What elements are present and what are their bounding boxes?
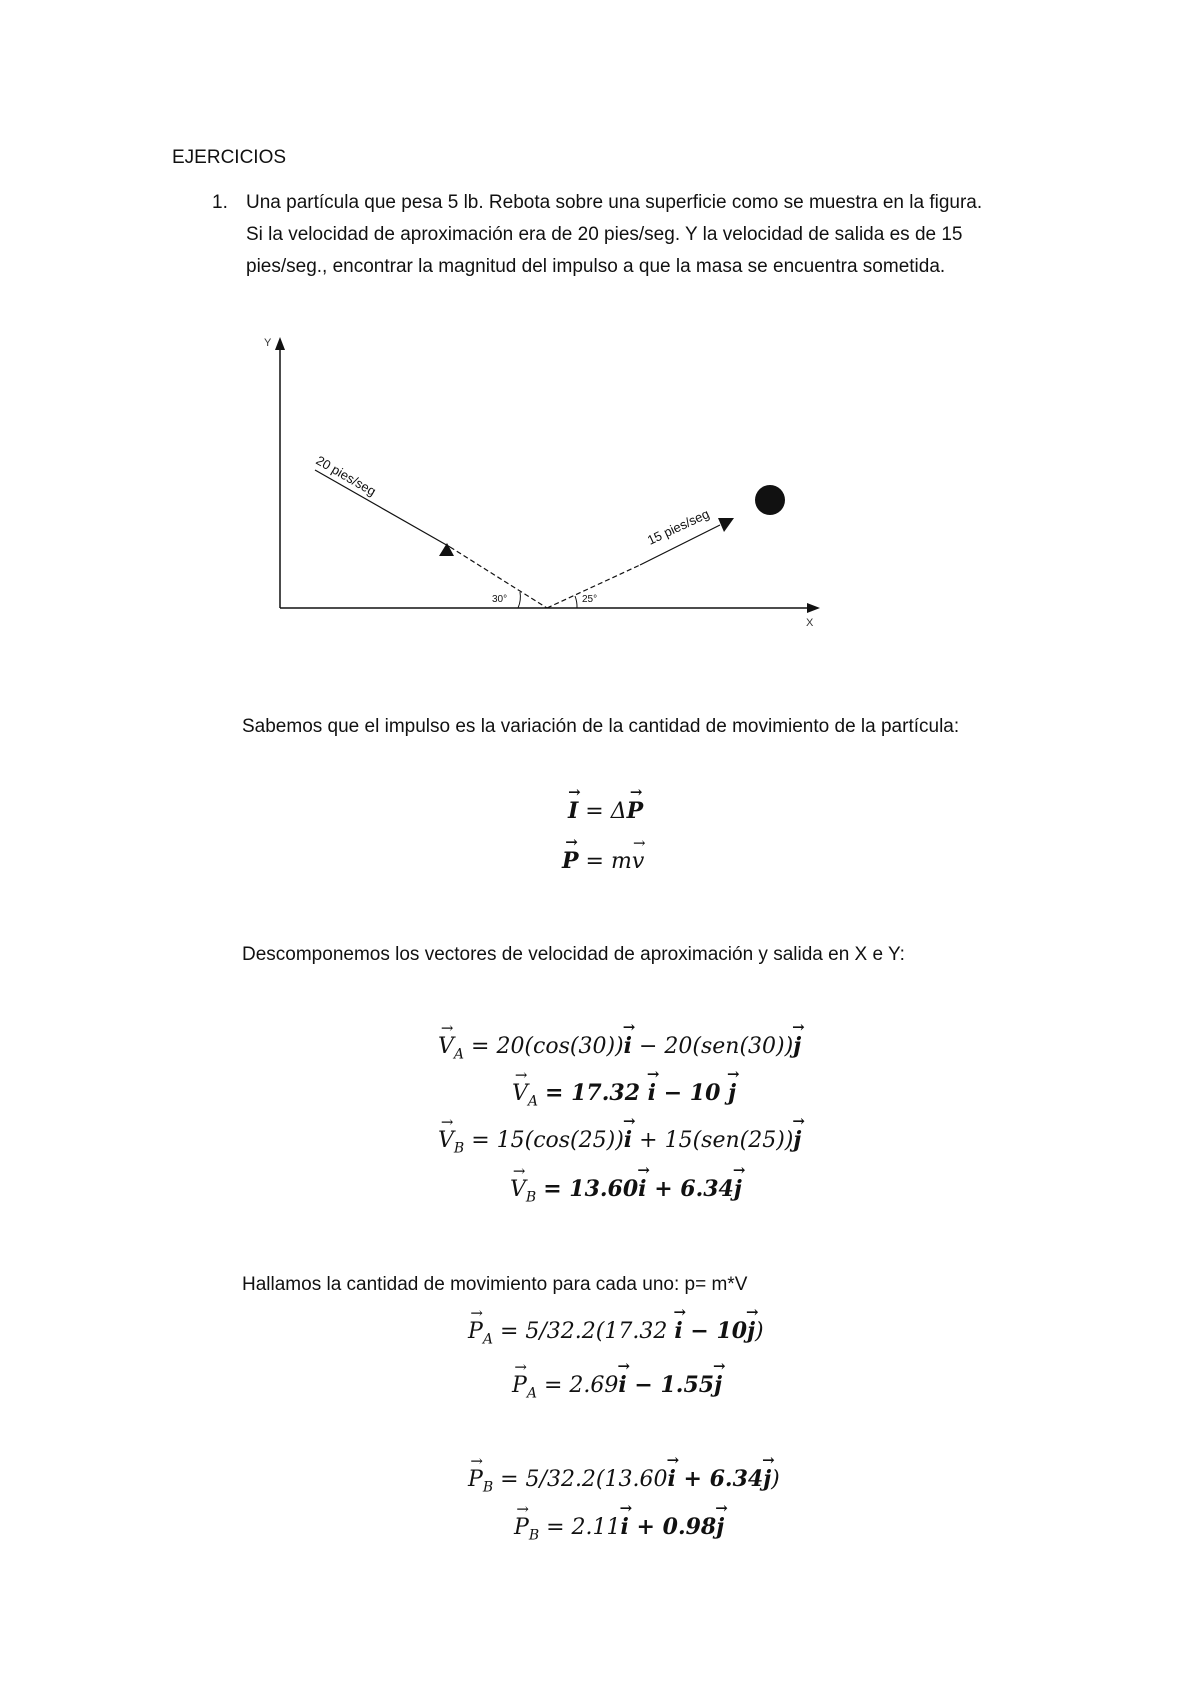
angle-arc-25 [575,596,577,608]
particle [755,485,785,515]
problem-line-1: Una partícula que pesa 5 lb. Rebota sobre una superficie como se muestra en la figura. [246,192,983,213]
equation-vb-1: → $V_B = 15(\cos(25))\to i + 15(sen(25))\to j$ [438,1127,801,1156]
momentum-text: Hallamos la cantidad de movimiento para cada uno: p= m*V [242,1274,748,1295]
decompose-text: Descomponemos los vectores de velocidad de aproximación y salida en X e Y: [242,944,905,965]
problem-line-2: Si la velocidad de aproximación era de 20 pies/seg. Y la velocidad de salida es de 15 [246,224,963,245]
incoming-arrowhead [439,543,454,556]
x-axis-arrow [807,603,820,613]
equation-va-1: → $V_A = 20(\cos(30))\to i - 20(sen(30))\to j$ [438,1033,801,1062]
equation-pb-2: → $P_B = 2.11\to i + 0.98\to j$ [514,1514,724,1543]
incoming-angle-label: 30° [492,594,508,605]
equation-pa-2: → $P_A = 2.69\to i - 1.55\to j$ [512,1372,722,1401]
angle-arc-30 [518,592,520,608]
impulse-vector: → I [568,798,578,824]
y-axis-arrow [275,337,285,350]
equation-momentum: → P = m→ v [562,848,644,874]
equation-pb-1: → $P_B = 5/32.2(13.60\to i + 6.34\to j)$ [468,1466,780,1495]
outgoing-label: 15 pies/seg [644,506,712,548]
problem-line-3: pies/seg., encontrar la magnitud del impulso a que la masa se encuentra sometida. [246,256,946,277]
outgoing-angle-label: 25° [582,594,598,605]
problem-number: 1. [212,192,228,213]
incoming-path [315,470,450,547]
impulse-text: Sabemos que el impulso es la variación de la cantidad de movimiento de la partícula: [242,716,960,737]
y-axis-label: Y [264,337,272,349]
incoming-label: 20 pies/seg [313,452,379,499]
equation-impulse: → I = Δ→ P [568,798,643,824]
equation-va-2: → $V_A = 17.32 \to i - 10 \to j$ [512,1080,736,1109]
heading: EJERCICIOS [172,147,287,168]
outgoing-arrowhead [718,518,734,532]
equation-pa-1: → $P_A = 5/32.2(17.32 \to i - 10\to j)$ [468,1318,764,1347]
equation-vb-2: → $V_B = 13.60\to i + 6.34\to j$ [510,1176,742,1205]
bounce-figure [250,330,830,630]
x-axis-label: X [806,617,814,629]
